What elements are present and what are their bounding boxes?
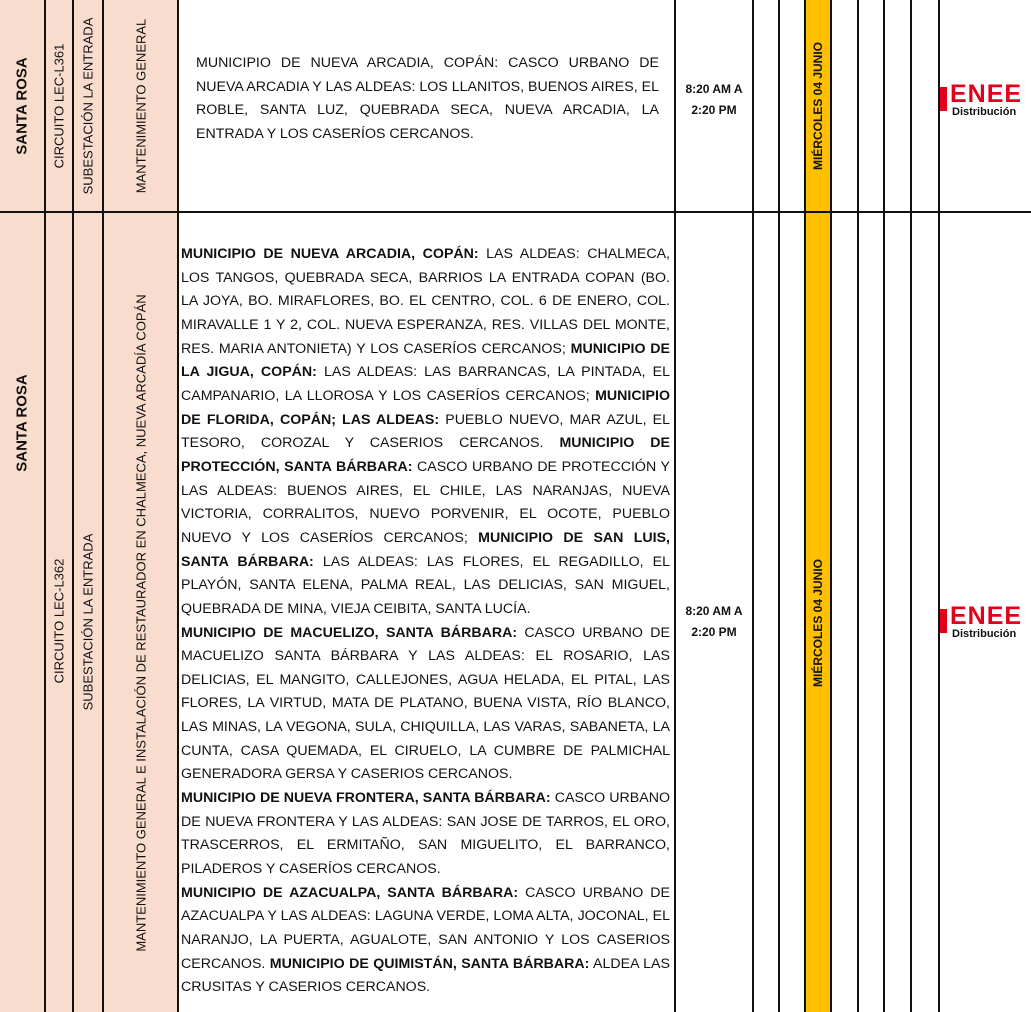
grid-line (830, 0, 832, 1012)
municipality-heading: MUNICIPIO DE NUEVA FRONTERA, SANTA BÁRBARA: (181, 790, 551, 807)
work-cell (104, 0, 177, 211)
enee-logo (940, 606, 1031, 640)
municipality-areas: CASCO URBANO DE NUEVA FRONTERA Y LAS ALDEAS: SAN JOSE DE TARROS, EL ORO, TRASCERROS, EL ERMITAÑO, SAN MIGUELITO, EL BARRANCO, PILADEROS Y CASERÍOS CERCANOS. (181, 790, 670, 878)
municipality-heading: MUNICIPIO DE QUIMISTÁN, SANTA BÁRBARA: (269, 955, 590, 972)
logo-name: ENEE (950, 606, 1023, 630)
enee-logo-mark-icon (940, 609, 947, 633)
time-end: 2:20 PM (691, 103, 737, 117)
municipality-heading: MUNICIPIO DE NUEVA ARCADIA, COPÁN: (181, 246, 479, 262)
grid-line (910, 0, 912, 1012)
region-label: SANTA ROSA (13, 374, 31, 472)
day-cell (806, 213, 830, 1012)
grid-line (857, 0, 859, 1012)
affected-areas-text: MUNICIPIO DE NUEVA ARCADIA, COPÁN: CASCO URBANO DE NUEVA ARCADIA Y LAS ALDEAS: LOS LLANITOS, BUENOS AIRES, EL ROBLE, SANTA LUZ, QUEBRADA SECA, NUEVA ARCADIA, LA ENTRADA Y LOS CASERÍOS CERCANOS. (196, 55, 659, 142)
municipality-heading: MUNICIPIO DE MACUELIZO, SANTA BÁRBARA: (181, 624, 518, 641)
substation-label: SUBESTACIÓN LA ENTRADA (80, 17, 96, 194)
time-start: 8:20 AM A (685, 82, 743, 96)
grid-line (177, 0, 179, 1012)
municipality-areas: ALDEA LAS CRUSITAS Y CASERIOS CERCANOS. (181, 955, 670, 996)
day-cell (806, 0, 830, 211)
work-label: MANTENIMIENTO GENERAL (133, 18, 148, 193)
grid-line (674, 0, 676, 1012)
municipality-heading: MUNICIPIO DE LA JIGUA, COPÁN: (181, 340, 671, 381)
enee-logo-mark-icon (940, 87, 947, 111)
logo-subtitle: Distribución (952, 106, 1017, 118)
work-label: MANTENIMIENTO GENERAL E INSTALACIÓN DE RESTAURADOR EN CHALMECA, NUEVA ARCADÍA COPÁN (133, 294, 148, 952)
municipality-areas: LAS ALDEAS: LAS FLORES, EL REGADILLO, EL PLAYÓN, SANTA ELENA, PALMA REAL, LAS DELICIAS, SAN MIGUEL, QUEBRADA DE MINA, VIEJA CEIBITA, SANTA LUCÍA. (181, 553, 670, 617)
logo-name: ENEE (950, 84, 1023, 108)
municipality-areas: LAS ALDEAS: CHALMECA, LOS TANGOS, QUEBRADA SECA, BARRIOS LA ENTRADA COPAN (BO. LA JOYA, BO. MIRAFLORES, BO. EL CENTRO, COL. 6 DE ENERO, COL. MIRAVALLE 1 Y 2, COL. NUEVA ESPERANZA, RES. VILLAS DEL MONTE, RES. MARIA ANTONIETA) Y LOS CASERÍOS CERCANOS; (181, 246, 670, 357)
municipality-heading: MUNICIPIO DE SAN LUIS, SANTA BÁRBARA: (181, 529, 670, 570)
substation-cell (74, 0, 102, 211)
substation-label: SUBESTACIÓN LA ENTRADA (80, 533, 96, 711)
grid-line (752, 0, 754, 1012)
work-cell (104, 213, 177, 1012)
municipality-areas: CASCO URBANO DE PROTECCIÓN Y LAS ALDEAS: BUENOS AIRES, EL CHILE, LAS NARANJAS, NUEVA VICTORIA, CORRALITOS, NUEVO PORVENIR, EL OCOTE, PUEBLO NUEVO Y LOS CASERÍOS CERCANOS; (181, 458, 670, 546)
time-start: 8:20 AM A (685, 604, 743, 618)
municipality-areas: CASCO URBANO DE MACUELIZO SANTA BÁRBARA Y LAS ALDEAS: EL ROSARIO, LAS DELICIAS, EL MANGITO, CALLEJONES, AGUA HELADA, EL PITAL, LAS FLORES, LA VIRTUD, MATA DE PLATANO, BUENA VISTA, RÍO BLANCO, LAS MINAS, LA VEGONA, SULA, CHIQUILLA, LAS VARAS, SABANETA, LA CUNTA, CASA QUEMADA, EL CIRUELO, LA CUMBRE DE PALMICHAL GENERADORA GERSA Y CASERIOS CERCANOS. (181, 624, 670, 783)
region-label: SANTA ROSA (13, 56, 31, 155)
region-cell (0, 0, 44, 211)
municipality-heading: MUNICIPIO DE FLORIDA, COPÁN; LAS ALDEAS: (181, 387, 670, 428)
municipality-areas: PUEBLO NUEVO, MAR AZUL, EL TESORO, COROZAL Y CASERIOS CERCANOS. (181, 411, 671, 452)
circuit-label: CIRCUITO LEC-L361 (51, 43, 67, 168)
time-end: 2:20 PM (691, 625, 737, 639)
circuit-cell (46, 0, 72, 211)
municipality-areas: LAS ALDEAS: LAS BARRANCAS, LA PINTADA, EL CAMPANARIO, LA LLOROSA Y LOS CASERÍOS CERCANOS; (181, 364, 670, 404)
affected-areas-text (181, 243, 670, 1000)
grid-line (778, 0, 780, 1012)
grid-line (883, 0, 885, 1012)
municipality-heading: MUNICIPIO DE PROTECCIÓN, SANTA BÁRBARA: (181, 435, 671, 475)
circuit-cell (46, 213, 72, 1012)
grid-line (938, 0, 940, 1012)
municipality-areas: CASCO URBANO DE AZACUALPA Y LAS ALDEAS: LAGUNA VERDE, LOMA ALTA, JOCONAL, EL NARANJO, LA PUERTA, AGUALOTE, SAN ANTONIO Y LOS CASERIOS CERCANOS. (181, 884, 671, 972)
circuit-label: CIRCUITO LEC-L362 (51, 558, 67, 684)
day-label: MIÉRCOLES 04 JUNIO (811, 558, 825, 688)
day-label: MIÉRCOLES 04 JUNIO (811, 41, 825, 170)
substation-cell (74, 213, 102, 1012)
logo-subtitle: Distribución (952, 628, 1017, 640)
municipality-heading: MUNICIPIO DE AZACUALPA, SANTA BÁRBARA: (181, 884, 519, 901)
enee-logo (940, 84, 1031, 118)
region-cell (0, 213, 44, 1012)
